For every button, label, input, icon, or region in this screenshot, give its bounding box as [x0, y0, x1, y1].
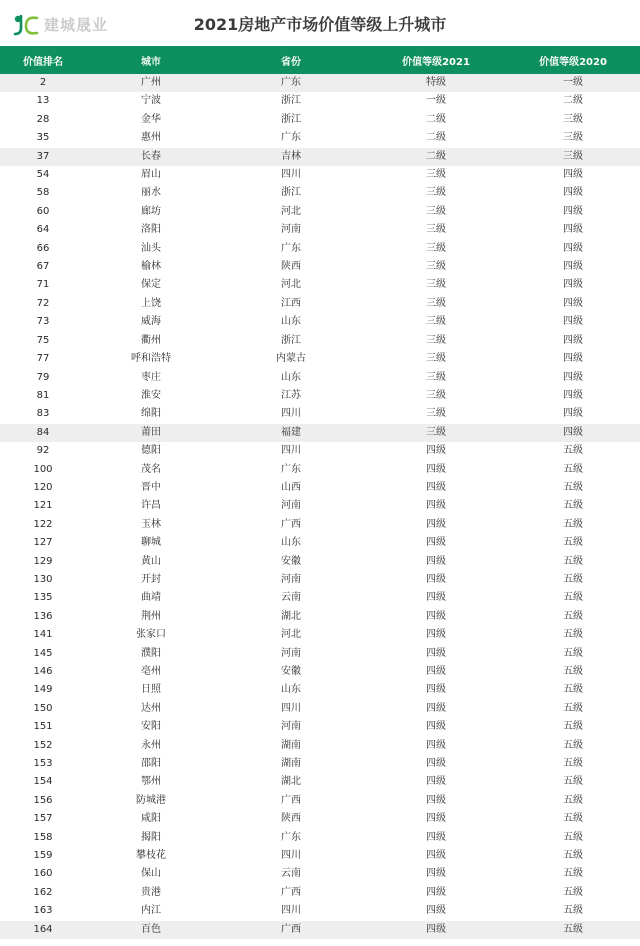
cell-province: 浙江 — [281, 187, 301, 199]
table-row — [0, 571, 640, 589]
cell-rank: 71 — [36, 279, 50, 291]
table-row — [0, 608, 640, 626]
cell-rank: 159 — [33, 850, 53, 862]
cell-city: 日照 — [141, 684, 161, 696]
cell-level-2021: 一级 — [426, 95, 446, 107]
cell-level-2020: 五级 — [563, 739, 583, 751]
cell-level-2020: 五级 — [563, 886, 583, 898]
cell-level-2021: 四级 — [426, 868, 446, 880]
table-row — [0, 424, 640, 442]
cell-rank: 100 — [33, 463, 53, 475]
table-row — [0, 847, 640, 865]
cell-level-2021: 二级 — [426, 113, 446, 125]
cell-city: 宁波 — [141, 95, 161, 107]
cell-city: 榆林 — [141, 261, 161, 273]
table-row — [0, 276, 640, 294]
table-row — [0, 921, 640, 939]
cell-level-2020: 五级 — [563, 831, 583, 843]
cell-province: 安徽 — [281, 555, 301, 567]
cell-city: 德阳 — [141, 445, 161, 457]
cell-rank: 37 — [36, 150, 50, 162]
cell-level-2020: 五级 — [563, 555, 583, 567]
cell-province: 河北 — [281, 279, 301, 291]
cell-rank: 2 — [39, 77, 47, 88]
cell-level-2020: 四级 — [563, 242, 583, 254]
cell-rank: 127 — [33, 537, 53, 549]
brand-logo-text: 建城晟业 — [44, 15, 109, 34]
cell-rank: 150 — [33, 702, 53, 714]
cell-city: 亳州 — [141, 666, 161, 677]
cell-level-2020: 二级 — [563, 95, 583, 107]
cell-rank: 156 — [33, 794, 53, 806]
cell-province: 山东 — [281, 371, 301, 383]
cell-level-2021: 三级 — [426, 169, 446, 181]
cell-province: 四川 — [281, 445, 301, 457]
cell-level-2020: 三级 — [563, 113, 583, 125]
cell-rank: 136 — [33, 610, 53, 622]
cell-level-2020: 四级 — [563, 205, 583, 217]
cell-level-2020: 五级 — [563, 518, 583, 530]
cell-city: 邵阳 — [141, 758, 161, 770]
cell-city: 聊城 — [141, 537, 161, 549]
cell-level-2021: 四级 — [426, 758, 446, 770]
table-row — [0, 479, 640, 497]
cell-city: 廊坊 — [141, 205, 161, 217]
table-row — [0, 461, 640, 479]
cell-province: 山东 — [281, 684, 301, 696]
cell-city: 枣庄 — [141, 371, 161, 383]
cell-rank: 28 — [36, 113, 50, 125]
cell-level-2021: 三级 — [426, 426, 446, 438]
cell-province: 广东 — [281, 77, 301, 88]
cell-city: 许昌 — [141, 500, 161, 512]
cell-level-2020: 四级 — [563, 224, 583, 236]
cell-city: 内江 — [141, 905, 161, 917]
cell-rank: 163 — [33, 905, 53, 917]
cell-level-2021: 四级 — [426, 518, 446, 530]
table-row — [0, 810, 640, 828]
cell-city: 绵阳 — [141, 408, 161, 420]
cell-city: 揭阳 — [141, 831, 161, 843]
cell-level-2021: 三级 — [426, 242, 446, 254]
page-title: 2021房地产市场价值等级上升城市 — [193, 15, 447, 34]
table-row — [0, 203, 640, 221]
cell-rank: 149 — [33, 684, 53, 696]
cell-level-2021: 四级 — [426, 647, 446, 659]
table-row — [0, 718, 640, 736]
table-row — [0, 387, 640, 405]
cell-province: 河南 — [281, 573, 301, 585]
cell-city: 广州 — [141, 77, 161, 88]
cell-level-2020: 五级 — [563, 647, 583, 659]
cell-province: 陕西 — [281, 813, 301, 825]
cell-province: 四川 — [281, 905, 301, 917]
cell-rank: 141 — [33, 629, 53, 641]
cell-city: 曲靖 — [141, 592, 161, 604]
cell-city: 保定 — [141, 279, 161, 291]
cell-province: 浙江 — [281, 113, 301, 125]
cell-rank: 58 — [36, 187, 50, 199]
cell-level-2020: 四级 — [563, 371, 583, 383]
cell-level-2021: 三级 — [426, 187, 446, 199]
cell-city: 永州 — [141, 739, 161, 751]
cell-rank: 75 — [36, 334, 50, 346]
cell-province: 浙江 — [281, 334, 301, 346]
cell-province: 四川 — [281, 408, 301, 420]
cell-city: 丽水 — [141, 187, 161, 199]
cell-level-2021: 四级 — [426, 610, 446, 622]
cell-level-2020: 五级 — [563, 850, 583, 862]
cell-rank: 122 — [33, 518, 53, 530]
cell-level-2020: 四级 — [563, 169, 583, 181]
cell-level-2020: 五级 — [563, 868, 583, 880]
table-row — [0, 350, 640, 368]
cell-city: 黄山 — [141, 555, 161, 567]
table-row — [0, 737, 640, 755]
cell-province: 湖北 — [281, 610, 301, 622]
table-row — [0, 626, 640, 644]
cell-level-2020: 五级 — [563, 573, 583, 585]
cell-level-2020: 五级 — [563, 813, 583, 825]
cell-city: 保山 — [141, 868, 161, 880]
cell-level-2021: 四级 — [426, 666, 446, 677]
column-header-level-2021: 价值等级2021 — [402, 56, 470, 68]
cell-province: 河南 — [281, 721, 301, 733]
cell-level-2020: 四级 — [563, 316, 583, 328]
cell-rank: 73 — [36, 316, 50, 328]
cell-level-2020: 五级 — [563, 481, 583, 493]
cell-level-2021: 四级 — [426, 721, 446, 733]
cell-level-2021: 四级 — [426, 684, 446, 696]
cell-level-2020: 四级 — [563, 426, 583, 438]
cell-city: 张家口 — [136, 629, 166, 641]
table-row — [0, 865, 640, 883]
table-row — [0, 74, 640, 92]
cell-level-2020: 五级 — [563, 463, 583, 475]
cell-rank: 160 — [33, 868, 53, 880]
cell-level-2021: 三级 — [426, 297, 446, 309]
table-row — [0, 792, 640, 810]
table-row — [0, 645, 640, 663]
cell-province: 四川 — [281, 850, 301, 862]
table-header-row — [0, 46, 640, 74]
table-row — [0, 111, 640, 129]
city-rank-table — [0, 46, 640, 939]
cell-level-2020: 五级 — [563, 923, 583, 935]
cell-rank: 121 — [33, 500, 53, 512]
cell-city: 达州 — [141, 702, 161, 714]
cell-province: 湖南 — [281, 758, 301, 770]
cell-city: 安阳 — [141, 721, 161, 733]
cell-rank: 154 — [33, 776, 53, 788]
cell-city: 惠州 — [141, 132, 161, 144]
cell-level-2020: 四级 — [563, 408, 583, 420]
cell-level-2021: 三级 — [426, 224, 446, 236]
cell-rank: 162 — [33, 886, 53, 898]
cell-level-2021: 四级 — [426, 481, 446, 493]
column-header-province: 省份 — [281, 56, 301, 68]
table-row — [0, 369, 640, 387]
cell-level-2021: 三级 — [426, 334, 446, 346]
cell-level-2020: 四级 — [563, 353, 583, 365]
table-row — [0, 884, 640, 902]
cell-rank: 135 — [33, 592, 53, 604]
cell-province: 湖北 — [281, 776, 301, 788]
cell-province: 河南 — [281, 647, 301, 659]
cell-level-2020: 五级 — [563, 445, 583, 457]
cell-city: 贵港 — [141, 886, 161, 898]
cell-level-2021: 三级 — [426, 261, 446, 273]
cell-city: 咸阳 — [141, 813, 161, 825]
cell-level-2020: 五级 — [563, 610, 583, 622]
cell-rank: 129 — [33, 555, 53, 567]
table-row — [0, 221, 640, 239]
cell-level-2020: 五级 — [563, 721, 583, 733]
cell-level-2020: 四级 — [563, 279, 583, 291]
table-row — [0, 497, 640, 515]
table-row — [0, 516, 640, 534]
cell-province: 湖南 — [281, 739, 301, 751]
cell-level-2020: 五级 — [563, 758, 583, 770]
table-row — [0, 295, 640, 313]
cell-rank: 146 — [33, 666, 53, 677]
table-row — [0, 184, 640, 202]
cell-level-2020: 四级 — [563, 389, 583, 401]
table-row — [0, 258, 640, 276]
cell-province: 安徽 — [281, 666, 301, 677]
column-header-city: 城市 — [141, 56, 161, 68]
cell-province: 山东 — [281, 316, 301, 328]
cell-level-2020: 四级 — [563, 297, 583, 309]
cell-province: 河南 — [281, 500, 301, 512]
cell-city: 玉林 — [141, 518, 161, 530]
cell-city: 眉山 — [141, 169, 161, 181]
cell-level-2021: 四级 — [426, 573, 446, 585]
cell-level-2021: 三级 — [426, 316, 446, 328]
cell-province: 广东 — [281, 242, 301, 254]
cell-city: 茂名 — [141, 463, 161, 475]
cell-province: 云南 — [281, 592, 301, 604]
cell-city: 长春 — [141, 150, 161, 162]
cell-level-2021: 四级 — [426, 739, 446, 751]
cell-rank: 120 — [33, 481, 53, 493]
cell-level-2021: 四级 — [426, 702, 446, 714]
cell-city: 鄂州 — [141, 776, 161, 788]
cell-province: 河北 — [281, 629, 301, 641]
cell-level-2021: 四级 — [426, 831, 446, 843]
cell-rank: 153 — [33, 758, 53, 770]
table-row — [0, 663, 640, 681]
cell-level-2021: 四级 — [426, 905, 446, 917]
cell-level-2021: 三级 — [426, 408, 446, 420]
cell-level-2021: 四级 — [426, 592, 446, 604]
cell-level-2020: 四级 — [563, 261, 583, 273]
table-row — [0, 829, 640, 847]
table-row — [0, 681, 640, 699]
cell-province: 内蒙古 — [276, 353, 306, 365]
cell-province: 陕西 — [281, 261, 301, 273]
column-header-rank: 价值排名 — [23, 56, 63, 68]
cell-level-2020: 五级 — [563, 629, 583, 641]
cell-rank: 145 — [33, 647, 53, 659]
cell-province: 四川 — [281, 169, 301, 181]
cell-level-2020: 五级 — [563, 537, 583, 549]
table-row — [0, 773, 640, 791]
cell-rank: 54 — [36, 169, 50, 181]
cell-level-2020: 五级 — [563, 905, 583, 917]
cell-level-2021: 四级 — [426, 537, 446, 549]
cell-level-2021: 二级 — [426, 150, 446, 162]
cell-level-2020: 五级 — [563, 702, 583, 714]
cell-city: 洛阳 — [141, 224, 161, 236]
cell-level-2020: 四级 — [563, 334, 583, 346]
cell-rank: 64 — [36, 224, 50, 236]
cell-province: 四川 — [281, 702, 301, 714]
cell-level-2020: 五级 — [563, 592, 583, 604]
cell-rank: 157 — [33, 813, 53, 825]
cell-province: 广西 — [281, 518, 301, 530]
cell-city: 金华 — [141, 113, 161, 125]
cell-rank: 60 — [36, 205, 50, 217]
cell-rank: 83 — [36, 408, 50, 420]
cell-level-2021: 四级 — [426, 850, 446, 862]
table-row — [0, 166, 640, 184]
table-row — [0, 332, 640, 350]
cell-province: 江苏 — [281, 389, 301, 401]
cell-province: 广西 — [281, 886, 301, 898]
cell-level-2020: 五级 — [563, 684, 583, 696]
cell-rank: 77 — [36, 353, 50, 365]
cell-city: 攀枝花 — [136, 850, 166, 862]
cell-rank: 84 — [36, 426, 50, 438]
cell-province: 广东 — [281, 831, 301, 843]
cell-rank: 158 — [33, 831, 53, 843]
cell-level-2021: 三级 — [426, 279, 446, 291]
table-row — [0, 92, 640, 110]
table-row — [0, 534, 640, 552]
table-row — [0, 442, 640, 460]
cell-province: 福建 — [281, 426, 301, 438]
cell-level-2020: 三级 — [563, 132, 583, 144]
cell-rank: 72 — [36, 297, 50, 309]
cell-level-2021: 四级 — [426, 555, 446, 567]
cell-level-2021: 三级 — [426, 389, 446, 401]
cell-city: 防城港 — [136, 794, 166, 806]
cell-level-2021: 四级 — [426, 445, 446, 457]
cell-city: 荆州 — [141, 610, 161, 622]
cell-city: 威海 — [141, 316, 161, 328]
table-row — [0, 405, 640, 423]
cell-city: 上饶 — [141, 297, 161, 309]
cell-city: 呼和浩特 — [131, 353, 171, 365]
table-row — [0, 129, 640, 147]
cell-rank: 67 — [36, 261, 50, 273]
cell-level-2021: 四级 — [426, 500, 446, 512]
cell-rank: 66 — [36, 242, 50, 254]
cell-province: 吉林 — [281, 150, 301, 162]
cell-city: 开封 — [141, 573, 161, 585]
cell-city: 淮安 — [141, 389, 161, 401]
cell-level-2020: 三级 — [563, 150, 583, 162]
cell-level-2021: 三级 — [426, 353, 446, 365]
cell-rank: 81 — [36, 389, 50, 401]
cell-rank: 92 — [36, 445, 50, 457]
table-row — [0, 755, 640, 773]
cell-province: 广西 — [281, 794, 301, 806]
cell-level-2020: 五级 — [563, 794, 583, 806]
table-row — [0, 313, 640, 331]
cell-province: 浙江 — [281, 95, 301, 107]
cell-level-2021: 四级 — [426, 463, 446, 475]
cell-level-2020: 五级 — [563, 500, 583, 512]
cell-city: 百色 — [141, 923, 161, 935]
cell-city: 濮阳 — [141, 647, 161, 659]
cell-province: 广东 — [281, 463, 301, 475]
cell-rank: 35 — [36, 132, 50, 144]
cell-level-2021: 三级 — [426, 371, 446, 383]
cell-city: 莆田 — [141, 426, 161, 438]
cell-level-2020: 四级 — [563, 187, 583, 199]
cell-level-2020: 五级 — [563, 776, 583, 788]
cell-city: 汕头 — [141, 242, 161, 254]
table-row — [0, 700, 640, 718]
table-body — [0, 74, 640, 939]
cell-province: 江西 — [281, 297, 301, 309]
cell-province: 广东 — [281, 132, 301, 144]
cell-level-2020: 一级 — [563, 77, 583, 88]
cell-level-2021: 四级 — [426, 794, 446, 806]
cell-city: 衢州 — [141, 334, 161, 346]
cell-rank: 13 — [36, 95, 50, 107]
cell-province: 河北 — [281, 205, 301, 217]
cell-city: 晋中 — [141, 481, 161, 493]
cell-level-2021: 四级 — [426, 886, 446, 898]
column-header-level-2020: 价值等级2020 — [539, 56, 607, 68]
cell-level-2021: 四级 — [426, 923, 446, 935]
cell-level-2021: 特级 — [426, 77, 446, 88]
cell-rank: 152 — [33, 739, 53, 751]
table-row — [0, 148, 640, 166]
cell-province: 广西 — [281, 923, 301, 935]
cell-level-2021: 四级 — [426, 813, 446, 825]
cell-level-2021: 四级 — [426, 629, 446, 641]
cell-level-2021: 三级 — [426, 205, 446, 217]
cell-province: 河南 — [281, 224, 301, 236]
table-header — [0, 46, 640, 74]
cell-level-2021: 二级 — [426, 132, 446, 144]
cell-province: 山东 — [281, 537, 301, 549]
cell-province: 山西 — [281, 481, 301, 493]
cell-rank: 130 — [33, 573, 53, 585]
cell-rank: 164 — [33, 923, 53, 935]
table-row — [0, 553, 640, 571]
cell-level-2021: 四级 — [426, 776, 446, 788]
table-row — [0, 240, 640, 258]
cell-rank: 151 — [33, 721, 53, 733]
page-header — [0, 0, 640, 46]
table-row — [0, 902, 640, 920]
cell-province: 云南 — [281, 868, 301, 880]
cell-level-2020: 五级 — [563, 666, 583, 677]
cell-rank: 79 — [36, 371, 50, 383]
table-row — [0, 589, 640, 607]
